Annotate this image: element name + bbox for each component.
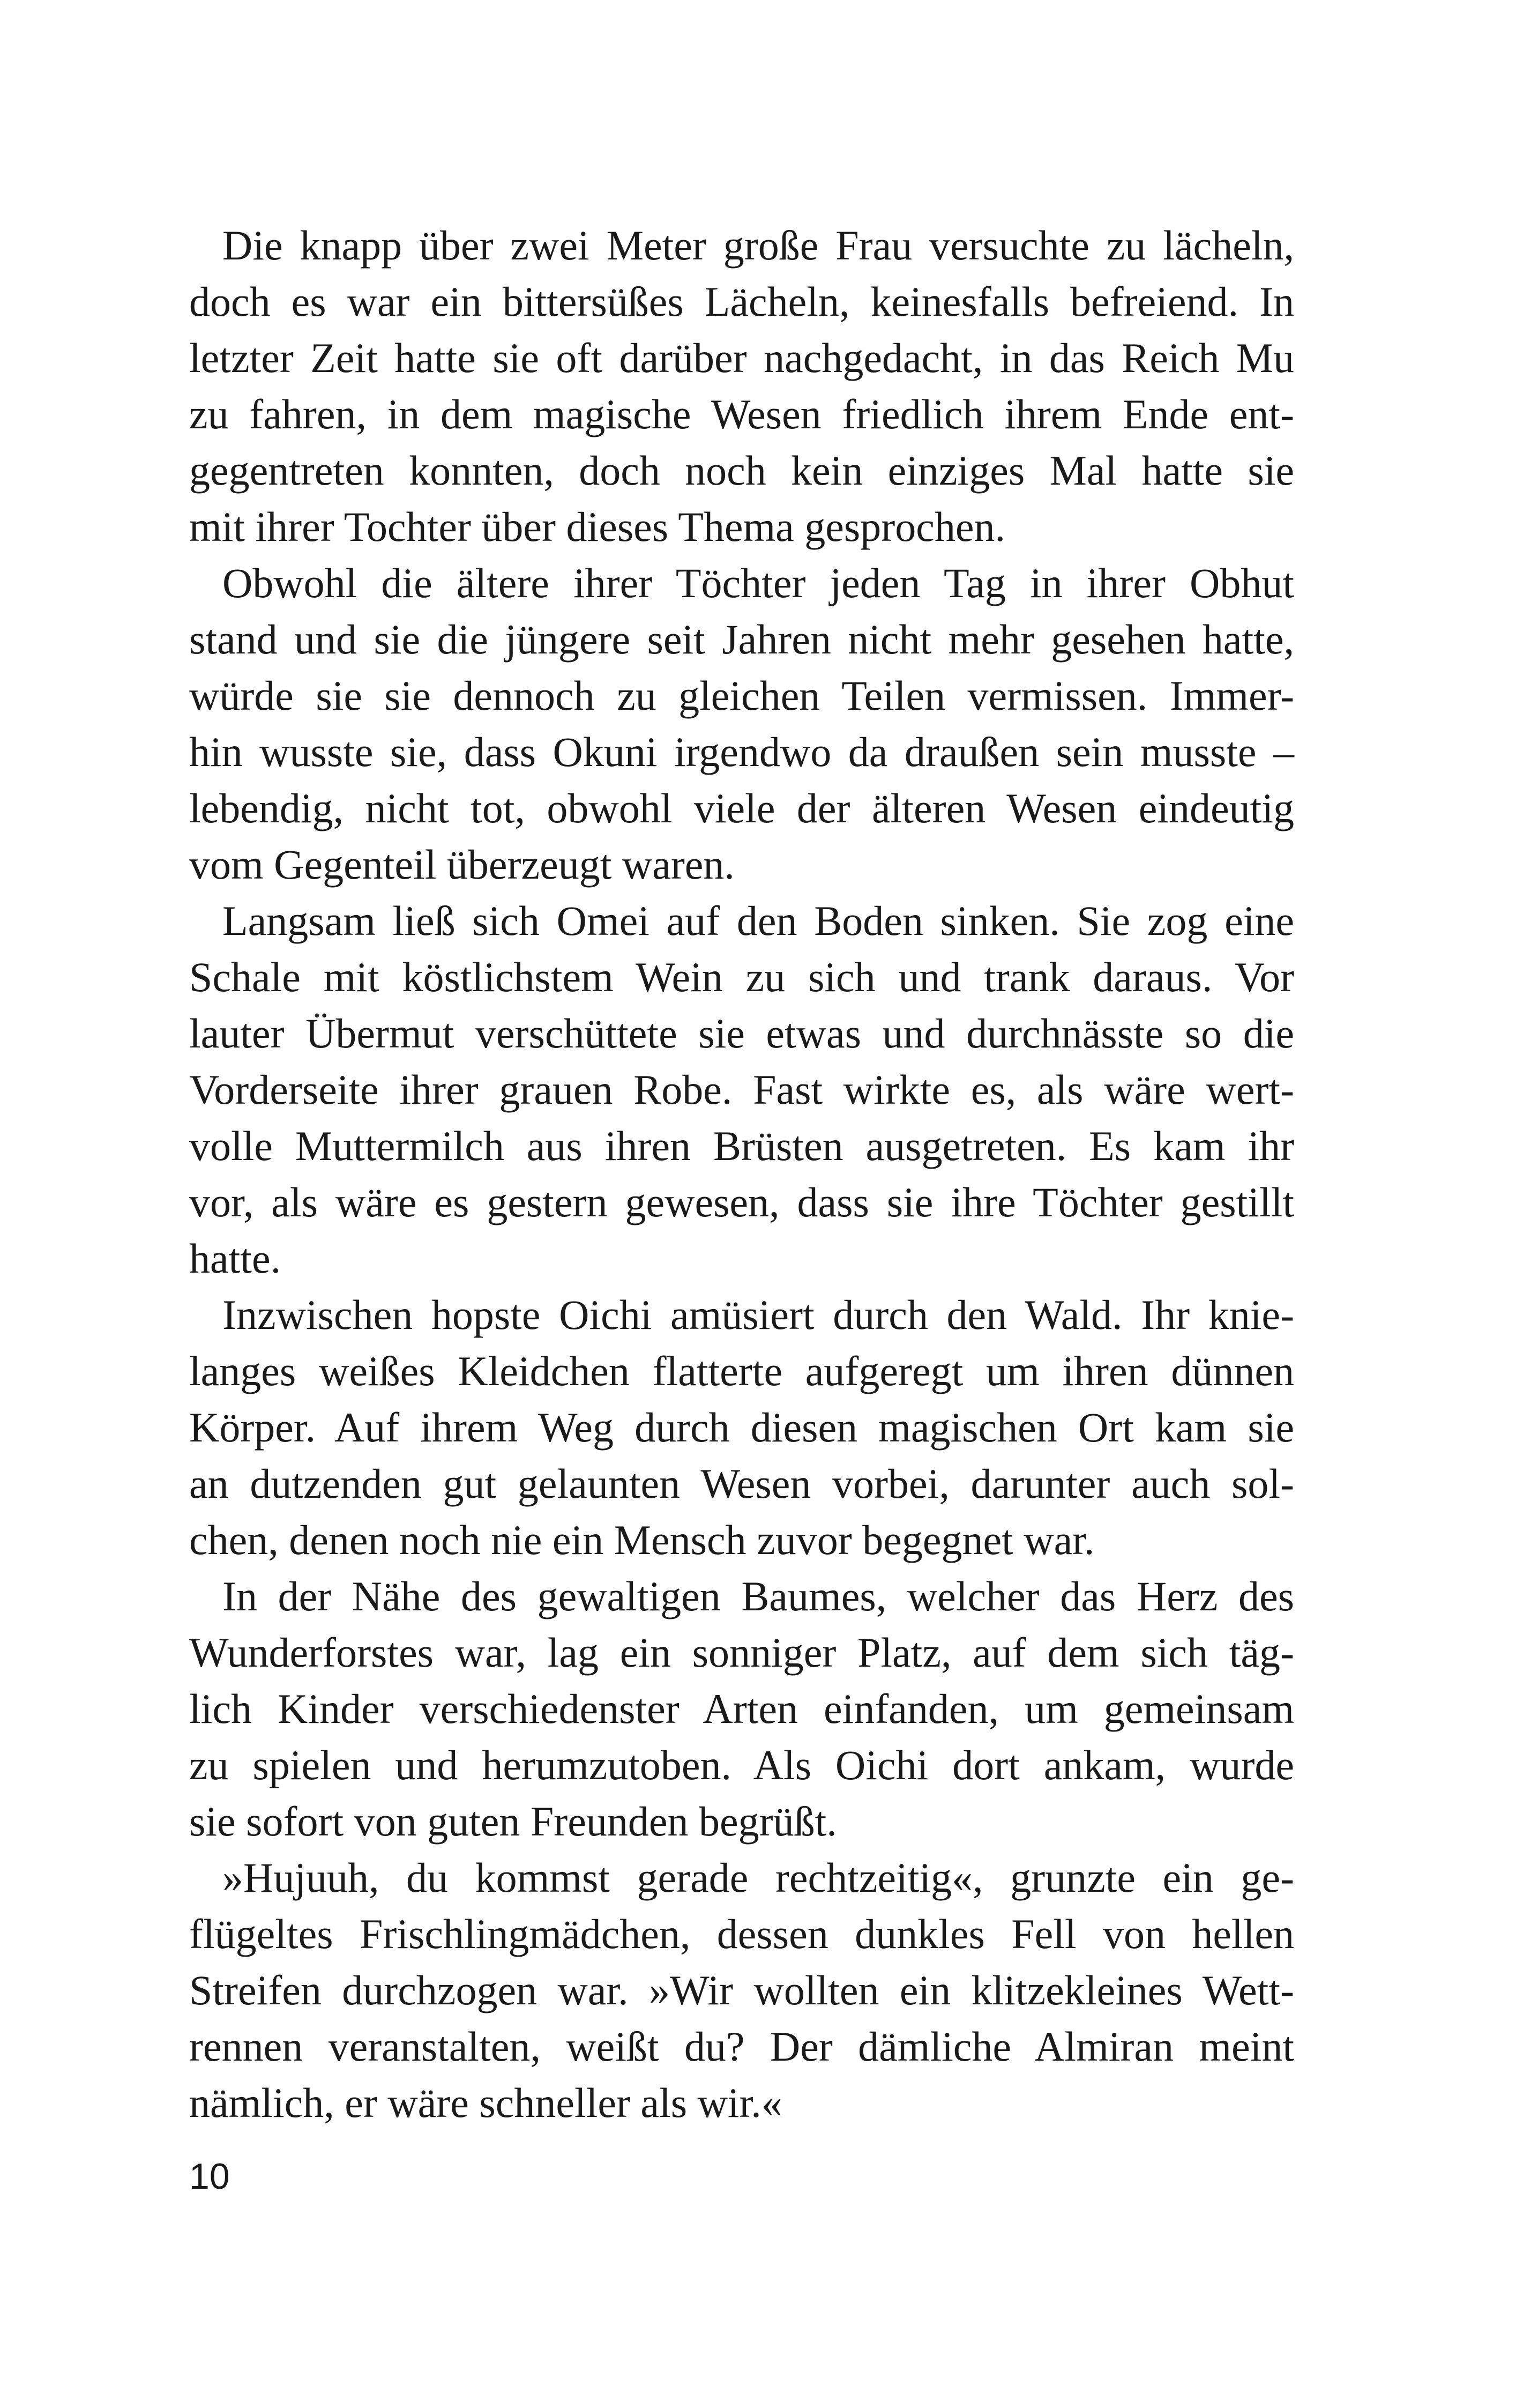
text-line: würde sie sie dennoch zu gleichen Teilen vermissen. Immer- [189,672,1294,719]
text-line: volle Muttermilch aus ihren Brüsten ausgetreten. Es kam ihr [189,1123,1294,1169]
text-line: lauter Übermut verschüttete sie etwas und durchnässte so die [189,1010,1294,1057]
text-line: doch es war ein bittersüßes Lächeln, keinesfalls befreiend. In [189,278,1294,325]
text-line: zu fahren, in dem magische Wesen friedlich ihrem Ende ent- [189,391,1294,437]
text-line: vom Gegenteil überzeugt waren. [189,841,735,888]
text-line: an dutzenden gut gelaunten Wesen vorbei, darunter auch sol- [189,1460,1294,1507]
text-line: »Hujuuh, du kommst gerade rechtzeitig«, grunzte ein ge- [222,1854,1294,1901]
text-line: zu spielen und herumzutoben. Als Oichi dort ankam, wurde [189,1742,1294,1788]
text-line: Körper. Auf ihrem Weg durch diesen magischen Ort kam sie [189,1404,1294,1451]
text-line: letzter Zeit hatte sie oft darüber nachgedacht, in das Reich Mu [189,335,1294,381]
text-line: nämlich, er wäre schneller als wir.« [189,2079,782,2126]
text-line: mit ihrer Tochter über dieses Thema gesprochen. [189,503,1005,550]
text-line: Vorderseite ihrer grauen Robe. Fast wirkte es, als wäre wert- [189,1066,1294,1113]
text-line: rennen veranstalten, weißt du? Der dämliche Almiran meint [189,2023,1294,2070]
text-line: lebendig, nicht tot, obwohl viele der älteren Wesen eindeutig [189,785,1294,831]
text-line: Die knapp über zwei Meter große Frau versuchte zu lächeln, [222,222,1294,269]
text-line: Inzwischen hopste Oichi amüsiert durch den Wald. Ihr knie- [222,1291,1294,1338]
text-line: chen, denen noch nie ein Mensch zuvor begegnet war. [189,1517,1095,1563]
text-line: langes weißes Kleidchen flatterte aufgeregt um ihren dünnen [189,1348,1294,1394]
text-line: gegentreten konnten, doch noch kein einziges Mal hatte sie [189,447,1294,494]
text-line: Wunderforstes war, lag ein sonniger Platz, auf dem sich täg- [189,1629,1294,1676]
text-line: hatte. [189,1235,281,1282]
body-text [189,217,1294,2131]
text-line: vor, als wäre es gestern gewesen, dass sie ihre Töchter gestillt [189,1179,1294,1225]
text-line: Schale mit köstlichstem Wein zu sich und trank daraus. Vor [189,954,1294,1000]
text-line: flügeltes Frischlingmädchen, dessen dunkles Fell von hellen [189,1911,1294,1957]
text-line: In der Nähe des gewaltigen Baumes, welcher das Herz des [222,1573,1294,1619]
text-line: sie sofort von guten Freunden begrüßt. [189,1798,837,1845]
text-line: stand und sie die jüngere seit Jahren nicht mehr gesehen hatte, [189,616,1294,663]
page-number: 10 [189,2156,230,2197]
text-line: hin wusste sie, dass Okuni irgendwo da draußen sein musste – [189,729,1294,775]
text-line: lich Kinder verschiedenster Arten einfanden, um gemeinsam [189,1685,1294,1732]
text-line: Obwohl die ältere ihrer Töchter jeden Tag in ihrer Obhut [222,560,1294,606]
text-line: Langsam ließ sich Omei auf den Boden sinken. Sie zog eine [222,897,1294,944]
text-line: Streifen durchzogen war. »Wir wollten ein klitzekleines Wett- [189,1967,1294,2013]
